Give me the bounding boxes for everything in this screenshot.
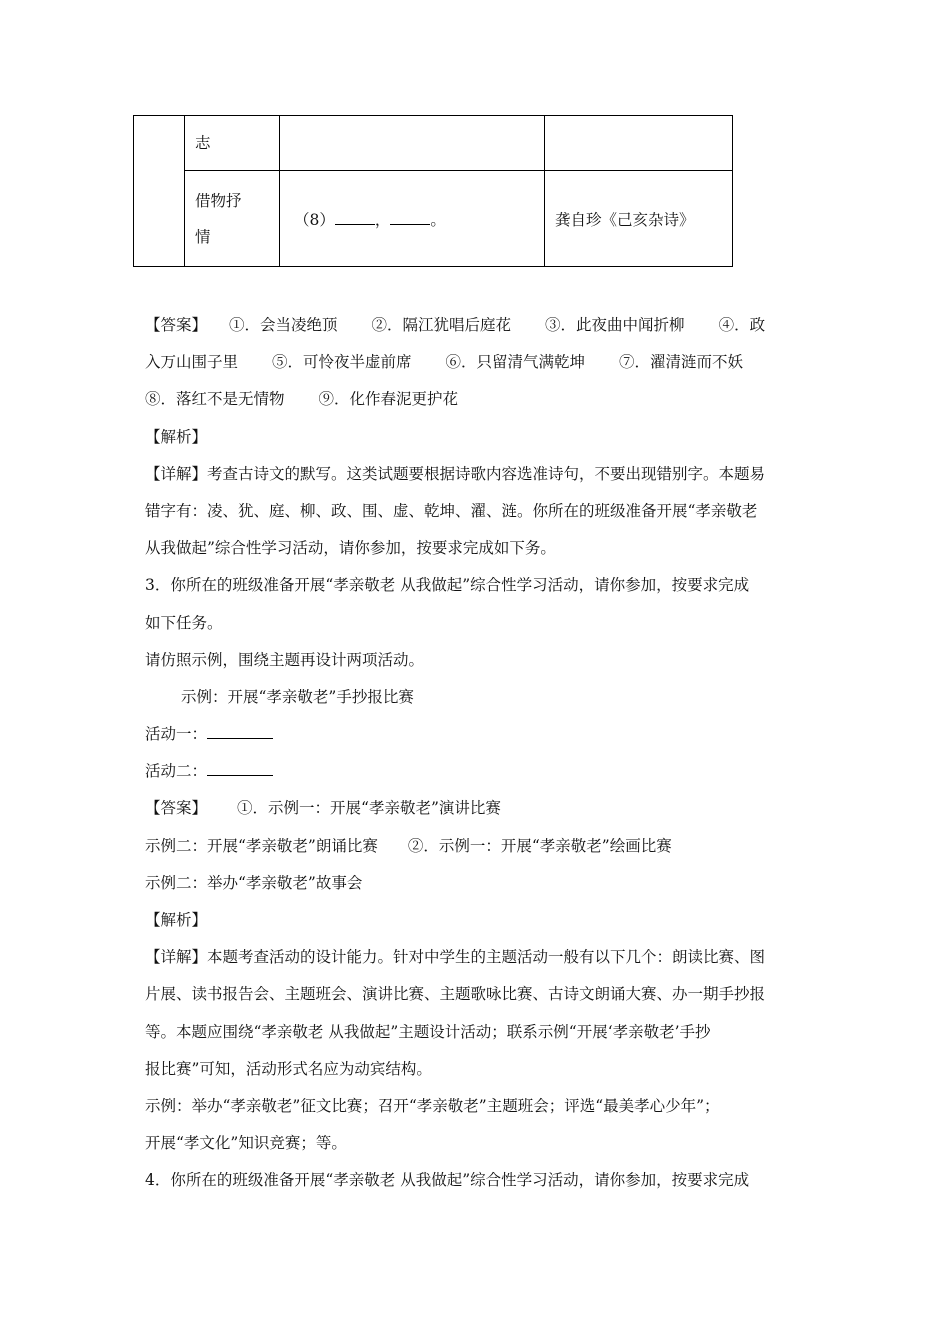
punctuation: ， [374,210,391,229]
answer-item: ④．政 [718,316,766,334]
row-source: 龚自珍《己亥杂诗》 [555,210,695,229]
answer-item: 示例二：开展“孝亲敬老”朗诵比赛 [145,836,378,855]
question-stem: 4．你所在的班级准备开展“孝亲敬老 从我做起”综合性学习活动，请你参加，按要求完成 [145,1171,750,1190]
answer-line [145,307,807,344]
punctuation: 。 [430,210,446,229]
answer-label: 【答案】 [145,799,208,818]
detail-line: 报比赛”可知，活动形式名应为动宾结构。 [145,1059,432,1078]
table-category-cell [134,116,185,267]
blank-number: （8） [294,210,335,229]
row-label: 志 [195,134,211,152]
answer-item: ①．示例一：开展“孝亲敬老”演讲比赛 [237,799,501,818]
table-row [134,171,733,267]
question-example: 示例：开展“孝亲敬老”手抄报比赛 [181,687,414,706]
fill-blank[interactable] [390,210,430,225]
answer-item: ⑧．落红不是无情物 [145,390,285,409]
table-source-cell [545,171,733,267]
detail-line: 示例：举办“孝亲敬老”征文比赛；召开“孝亲敬老”主题班会；评选“最美孝心少年”； [145,1096,720,1115]
answer-line [145,828,807,865]
answer-item: 示例二：举办“孝亲敬老”故事会 [145,873,363,892]
answer-line [145,381,807,418]
answer-line [145,790,807,827]
row-label-line: 情 [195,227,211,246]
activity-line [145,753,807,790]
table-label-cell [185,171,280,267]
answer-item: 入万山围子里 [145,353,239,372]
answer-item: ②．示例一：开展“孝亲敬老”绘画比赛 [407,836,672,855]
answer-item: ⑥．只留清气满乾坤 [445,353,586,372]
detail-line: 片展、读书报告会、主题班会、演讲比赛、主题歌咏比赛、古诗文朗诵大赛、办一期手抄报 [145,985,766,1004]
answer-item: ①．会当凌绝顶 [229,316,338,334]
answer-blank[interactable] [207,761,273,776]
detail-line: 【详解】考查古诗文的默写。这类试题要根据诗歌内容选准诗句，不要出现错别字。本题易 [145,464,766,483]
analysis-label: 【解析】 [145,911,208,929]
table-row [134,116,733,171]
answer-item: ⑦．濯清涟而不妖 [619,353,744,372]
activity-label: 活动一： [145,725,208,744]
detail-line: 等。本题应围绕“孝亲敬老 从我做起”主题设计活动；联系示例“开展‘孝亲敬老’手抄 [145,1022,711,1041]
activity-line [145,716,807,753]
answer-item: ⑨．化作春泥更护花 [318,390,459,409]
question-stem: 如下任务。 [145,613,223,632]
answer-label: 【答案】 [145,316,208,334]
question-instruction: 请仿照示例，围绕主题再设计两项活动。 [145,650,425,669]
answer-item: ⑤．可怜夜半虚前席 [272,353,412,372]
answer-line [145,344,807,381]
analysis-label: 【解析】 [145,427,208,446]
document-body [145,307,807,1200]
table-label-cell [185,116,280,171]
question-stem: 3．你所在的班级准备开展“孝亲敬老 从我做起”综合性学习活动，请你参加，按要求完成 [145,576,750,595]
answer-blank[interactable] [207,724,273,739]
detail-line: 从我做起”综合性学习活动，请你参加，按要求完成如下务。 [145,539,556,558]
answer-item: ③．此夜曲中闻折柳 [545,316,685,334]
activity-label: 活动二： [145,762,208,781]
detail-line: 【详解】本题考查活动的设计能力。针对中学生的主题活动一般有以下几个：朗读比赛、图 [145,948,766,967]
table-content-cell [280,171,545,267]
row-label-line: 借物抒 [195,191,242,210]
detail-line: 错字有：凌、犹、庭、柳、政、围、虚、乾坤、濯、涟。你所在的班级准备开展“孝亲敬老 [145,501,758,520]
fill-blank[interactable] [335,210,375,225]
detail-line: 开展“孝文化”知识竞赛；等。 [145,1134,347,1153]
table-source-cell [545,116,733,171]
table-content-cell [280,116,545,171]
answer-item: ②．隔江犹唱后庭花 [371,316,512,334]
poetry-table [133,115,733,267]
